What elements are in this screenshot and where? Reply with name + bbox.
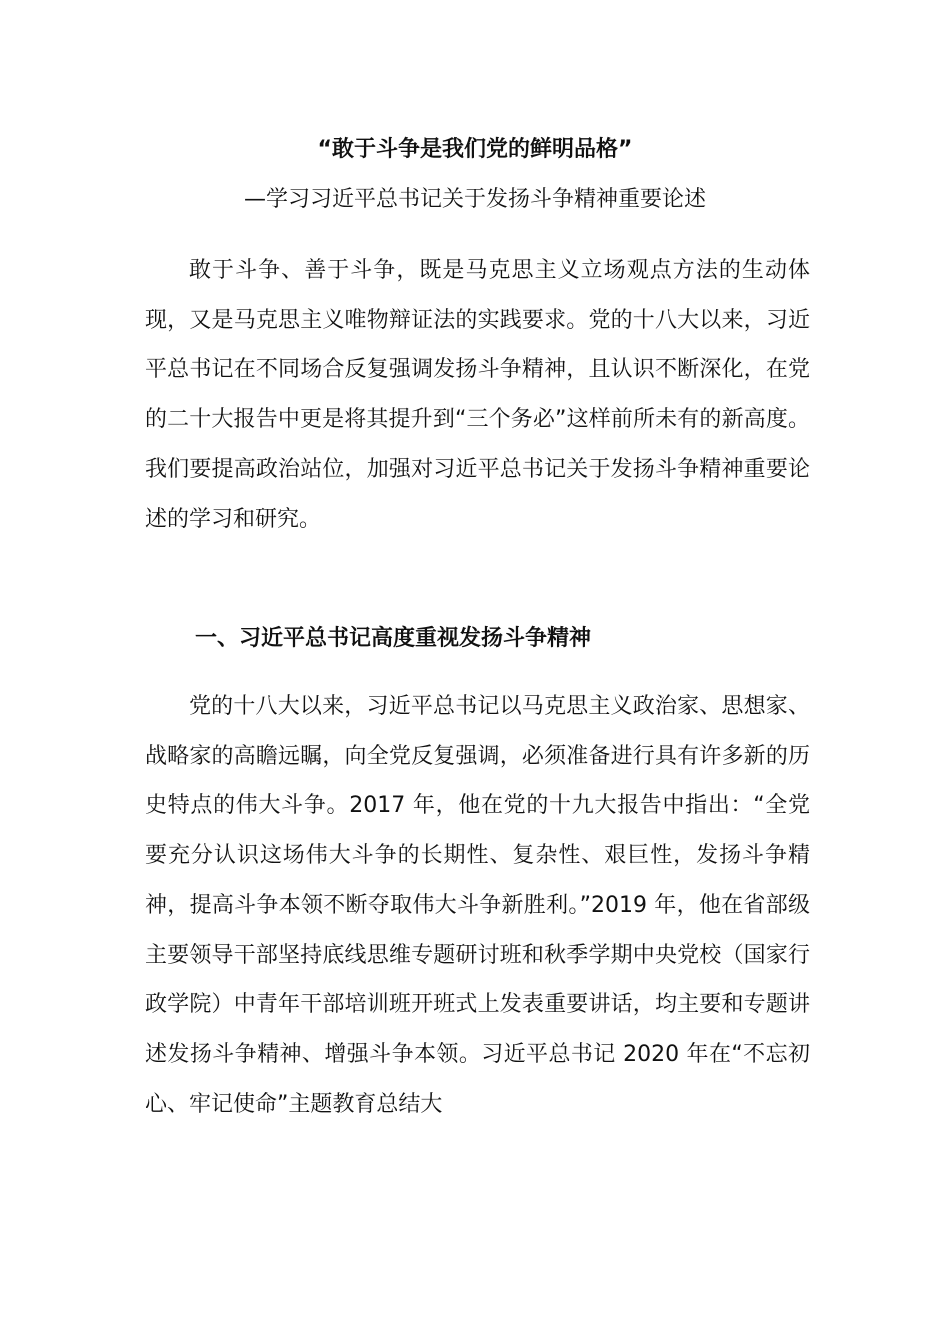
intro-paragraph: 敢于斗争、善于斗争，既是马克思主义立场观点方法的生动体现，又是马克思主义唯物辩证法的实践要求。党的十八大以来，习近平总书记在不同场合反复强调发扬斗争精神，且认识不断深化，在党的二十大报告中更是将其提升到“三个务必”这样前所未有的新高度。我们要提高政治站位，加强对习近平总书记关于发扬斗争精神重要论述的学习和研究。 [145, 258, 810, 532]
section-heading: 一、习近平总书记高度重视发扬斗争精神 [195, 626, 592, 651]
section-paragraph: 党的十八大以来，习近平总书记以马克思主义政治家、思想家、战略家的高瞻远瞩，向全党反复强调，必须准备进行具有许多新的历史特点的伟大斗争。2017 年，他在党的十九大报告中指出：“全党要充分认识这场伟大斗争的长期性、复杂性、艰巨性，发扬斗争精神，提高斗争本领不断夺取伟大斗争新胜利。”2019 年，他在省部级主要领导干部坚持底线思维专题研讨班和秋季学期中央党校（国家行政学院）中青年干部培训班开班式上发表重要讲话，均主要和专题讲述发扬斗争精神、增强斗争本领。习近平总书记 2020 年在“不忘初心、牢记使命”主题教育总结大 [145, 694, 810, 1117]
document-title: “敢于斗争是我们党的鲜明品格” [317, 137, 633, 162]
document-subtitle: —学习习近平总书记关于发扬斗争精神重要论述 [243, 187, 706, 212]
